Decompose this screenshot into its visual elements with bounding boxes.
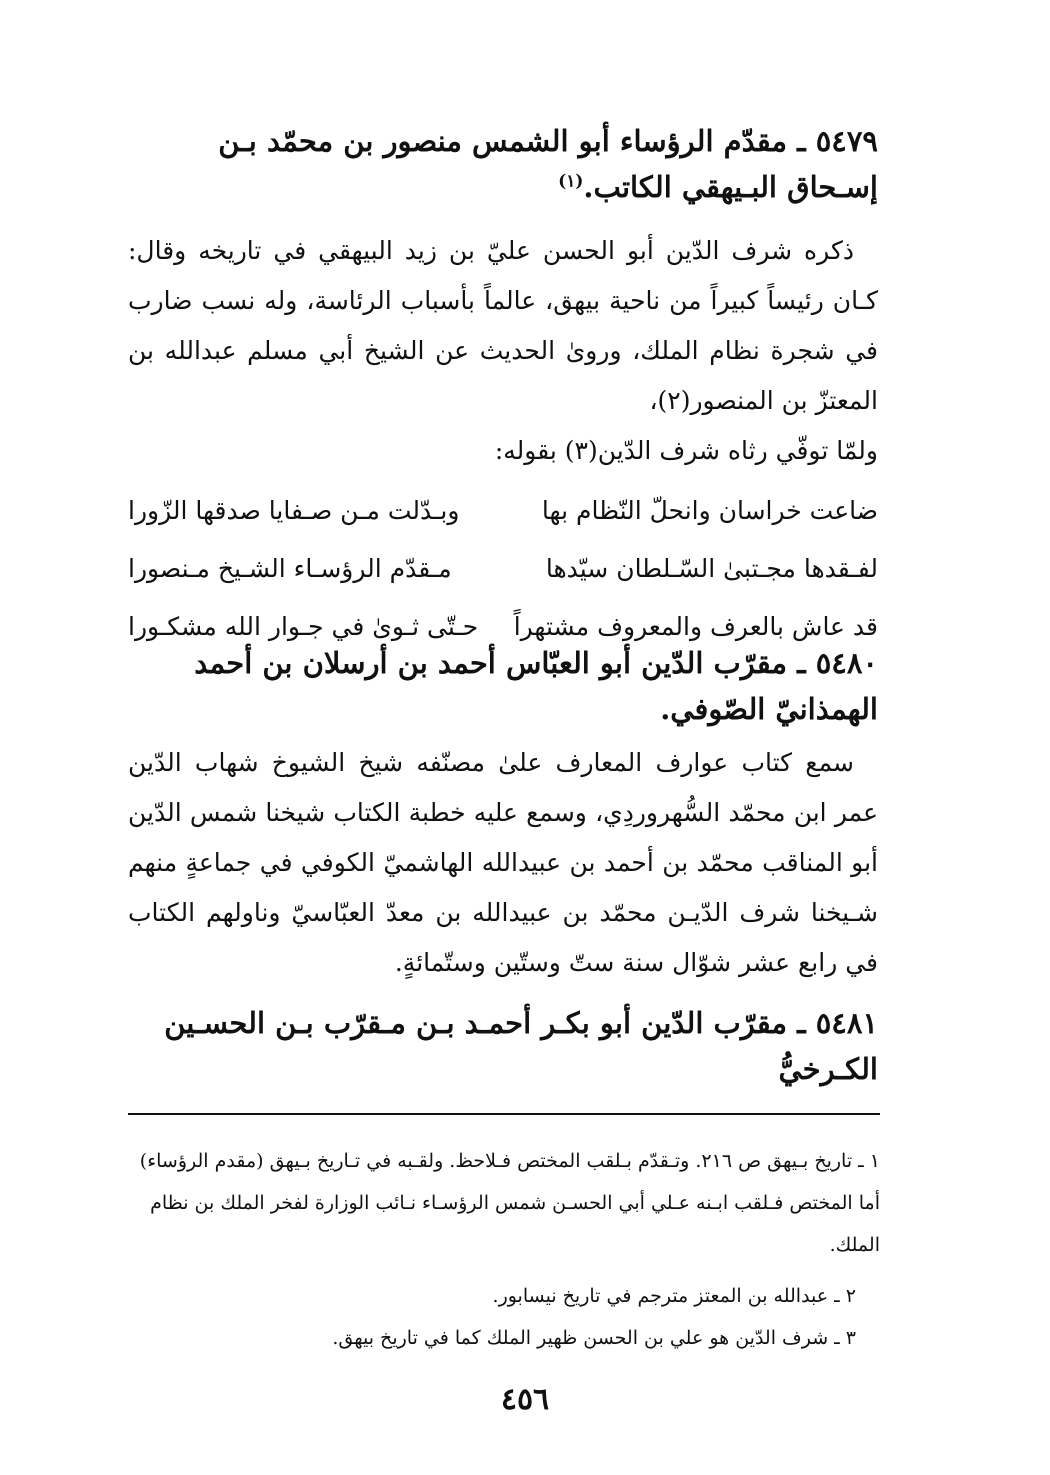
footnote-ref: (١) (558, 171, 584, 192)
footnote: ٣ ـ شرف الدّين هو علي بن الحسن ظهير الملك كما في تاريخ بيهق. (332, 1327, 856, 1349)
verse-line (128, 482, 878, 540)
verse-line (128, 540, 878, 598)
footnote: ١ ـ تاريخ بـيهق ص ٢١٦. وتـقدّم بـلقب المختص فـلاحظ. ولقـبه في تـاريخ بـيهق (مقدم الرؤساء) أما المختص فـلقب ابـنه عـلي أبي الحسـن شمس الرؤسـاء نـائب الوزارة لفخر الملك بن نظام الملك. (139, 1150, 880, 1256)
entry-body (128, 226, 878, 476)
entry-body (128, 738, 878, 988)
entry-5481 (128, 1000, 878, 1092)
paragraph: ولمّا توفّي رثاه شرف الدّين(٣) بقوله: (494, 436, 878, 465)
verse-first-hemistich: قد عاش بالعرف والمعروف مشتهراً (513, 612, 878, 641)
entry-heading: ٥٤٨١ ـ مقرّب الدّين أبو بكـر أحمـد بـن مـقرّب بـن الحسـين الكـرخيُّ (164, 1006, 878, 1086)
entry-5480 (128, 640, 878, 988)
verse-second-hemistich: حـتّى ثـوىٰ في جـوار الله مشكـورا (128, 612, 479, 641)
verse-second-hemistich: مـقدّم الرؤسـاء الشـيخ مـنصورا (128, 554, 452, 583)
verse-first-hemistich: ضاعت خراسان وانحلّ النّظام بها (541, 496, 878, 525)
footnote: ٢ ـ عبدالله بن المعتز مترجم في تاريخ نيسابور. (492, 1285, 856, 1307)
entry-heading: ٥٤٨٠ ـ مقرّب الدّين أبو العبّاس أحمد بن أرسلان بن أحمد الهمذانيّ الصّوفي. (194, 646, 878, 726)
poem (128, 482, 878, 656)
paragraph: ذكره شرف الدّين أبو الحسن عليّ بن زيد البيهقي في تاريخه وقال: كـان رئيساً كبيراً من ناحية بيهق، عالماً بأسباب الرئاسة، وله نسب ضارب في شجرة نظام الملك، وروىٰ الحديث عن الشيخ أبي مسلم عبدالله بن المعتزّ بن المنصور(٢)، (128, 236, 878, 415)
paragraph: سمع كتاب عوارف المعارف علىٰ مصنّفه شيخ الشيوخ شهاب الدّين عمر ابن محمّد السُّهروردِي، وسمع عليه خطبة الكتاب شيخنا شمس الدّين أبو المناقب محمّد بن أحمد بن عبيدالله الهاشميّ الكوفي في جماعةٍ منهم شـيخنا شرف الدّيـن محمّد بن عبيدالله بن معدّ العبّاسيّ وناولهم الكتاب في رابع عشر شوّال سنة ستّ وستّين وستّمائةٍ. (128, 748, 878, 977)
entry-heading (128, 118, 878, 210)
entry-heading-text: ٥٤٧٩ ـ مقدّم الرؤساء أبو الشمس منصور بن محمّد بـن إسـحاق البـيهقي الكاتب. (218, 124, 878, 204)
verse-first-hemistich: لفـقدها مجـتبىٰ السّـلطان سيّدها (545, 554, 878, 583)
verse-second-hemistich: وبـدّلت مـن صـفايا صدقها الزّورا (128, 496, 460, 525)
footnote-separator (128, 1113, 880, 1115)
page-number: ٤٥٦ (500, 1382, 550, 1417)
entry-5479 (128, 118, 878, 656)
